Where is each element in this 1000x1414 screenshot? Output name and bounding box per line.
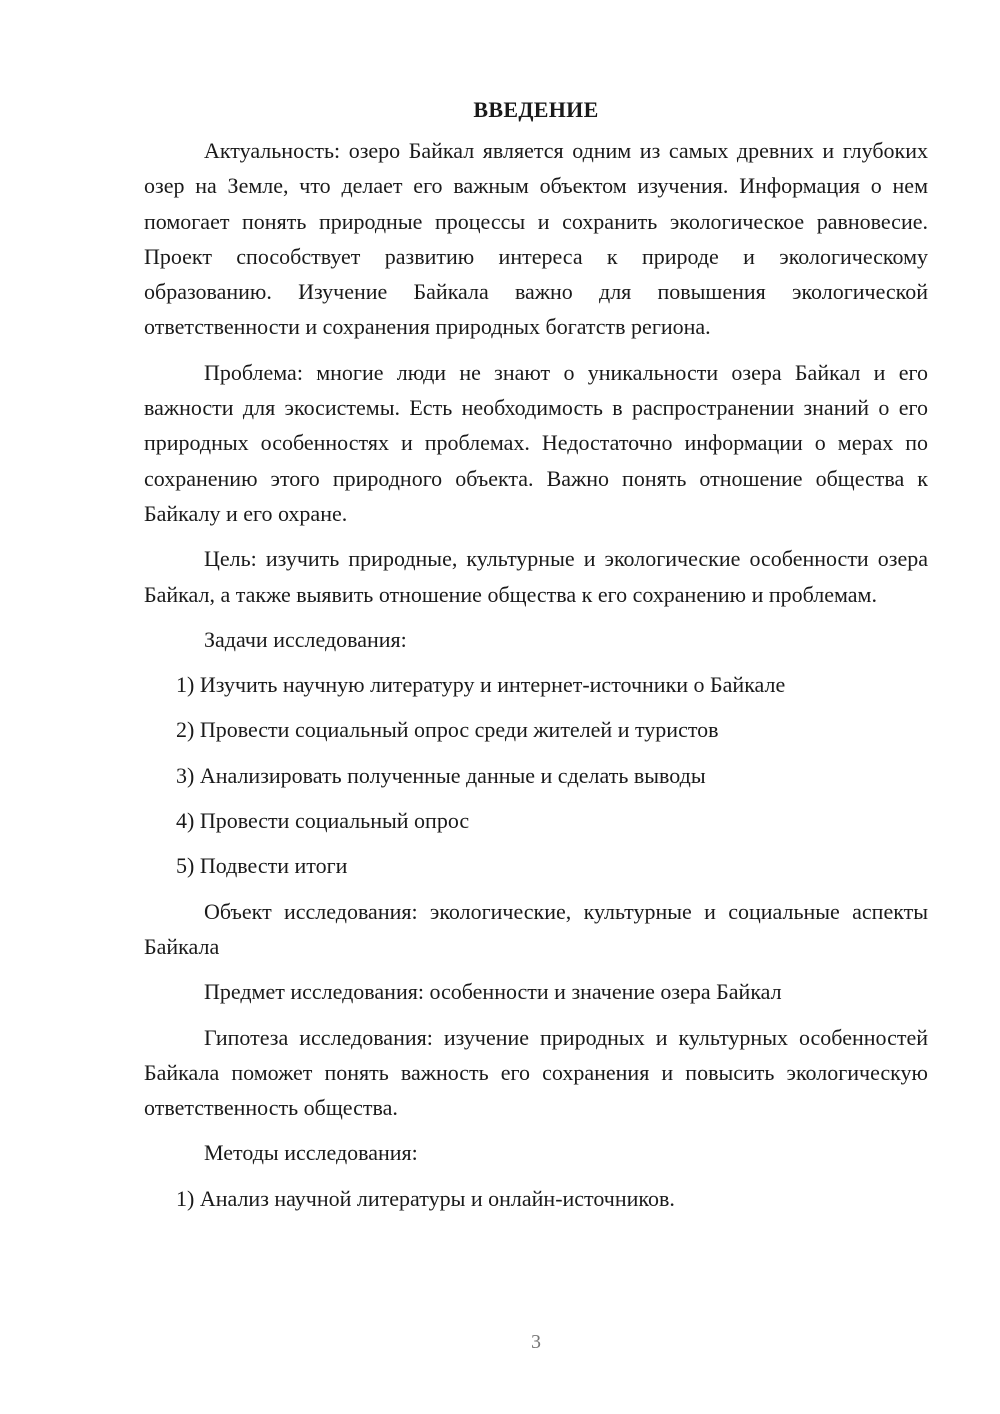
subject-paragraph: Предмет исследования: особенности и значение озера Байкал bbox=[204, 979, 782, 1005]
task-item-5: 5) Подвести итоги bbox=[176, 853, 348, 879]
method-item-1: 1) Анализ научной литературы и онлайн-источников. bbox=[176, 1185, 675, 1211]
hypothesis-paragraph: Гипотеза исследования: изучение природных и культурных особенностей Байкала поможет понять важность его сохранения и повысить экологическую ответственность общества. bbox=[144, 1024, 928, 1121]
goal-paragraph: Цель: изучить природные, культурные и экологические особенности озера Байкал, а также выявить отношение общества к его сохранению и проблемам. bbox=[144, 546, 928, 607]
methods-heading: Методы исследования: bbox=[204, 1140, 418, 1166]
section-heading: ВВЕДЕНИЕ bbox=[473, 97, 599, 122]
relevance-paragraph: Актуальность: озеро Байкал является одним из самых древних и глубоких озер на Земле, что делает его важным объектом изучения. Информация о нем помогает понять природные процессы и сохранить экологическое равновесие. Проект способствует развитию интереса к природе и экологическому образованию. Изучение Байкала важно для повышения экологической ответственности и сохранения природных богатств региона. bbox=[144, 138, 928, 340]
task-item-3: 3) Анализировать полученные данные и сделать выводы bbox=[176, 762, 706, 788]
page-number: 3 bbox=[531, 1331, 541, 1353]
task-item-1: 1) Изучить научную литературу и интернет-источники о Байкале bbox=[176, 672, 786, 698]
problem-paragraph: Проблема: многие люди не знают о уникальности озера Байкал и его важности для экосистемы. Есть необходимость в распространении знаний о его природных особенностях и проблемах. Недостаточно информации о мерах по сохранению этого природного объекта. Важно понять отношение общества к Байкалу и его охране. bbox=[144, 359, 928, 526]
object-paragraph: Объект исследования: экологические, культурные и социальные аспекты Байкала bbox=[144, 898, 928, 959]
tasks-heading: Задачи исследования: bbox=[204, 626, 407, 652]
task-item-2: 2) Провести социальный опрос среди жителей и туристов bbox=[176, 717, 719, 743]
document-page bbox=[144, 92, 928, 1226]
task-item-4: 4) Провести социальный опрос bbox=[176, 808, 470, 834]
